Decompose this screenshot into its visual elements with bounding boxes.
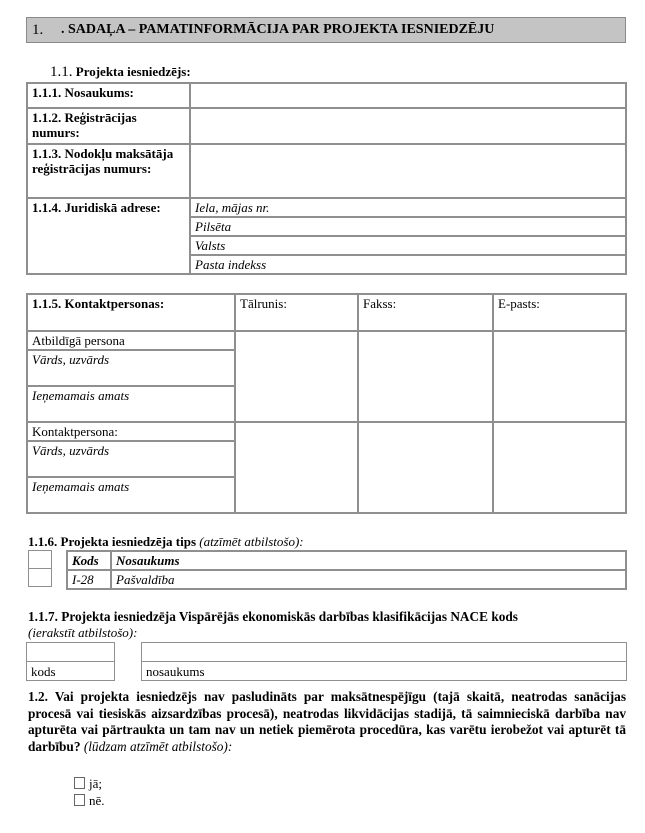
section-title: . SADAĻA – PAMATINFORMĀCIJA PAR PROJEKTA IESNIEDZĒJU	[61, 22, 495, 37]
nace-heading: 1.1.7. Projekta iesniedzēja Vispārējās ekonomiskās darbības klasifikācijas NACE kods	[28, 609, 518, 624]
contact-name-input[interactable]: Vārds, uzvārds	[27, 441, 235, 477]
checkbox-icon[interactable]	[74, 794, 85, 806]
type-code: I-28	[67, 570, 111, 589]
responsible-email-input[interactable]	[493, 331, 626, 422]
address-street[interactable]: Iela, mājas nr.	[190, 198, 626, 217]
contact-fax-input[interactable]	[358, 422, 493, 513]
nace-code-input[interactable]	[26, 642, 115, 662]
subsection-title: 1.1. Projekta iesniedzējs:	[50, 64, 191, 80]
address-postal[interactable]: Pasta indekss	[190, 255, 626, 274]
contacts-table	[26, 293, 627, 514]
option-no[interactable]: nē.	[74, 793, 105, 809]
reg-number-label: 1.1.2. Reģistrācijas numurs:	[27, 108, 190, 144]
applicant-type-heading: 1.1.6. Projekta iesniedzēja tips (atzīmēt atbilstošo):	[28, 534, 304, 549]
responsible-position-input[interactable]: Ieņemamais amats	[27, 386, 235, 422]
responsible-person-title: Atbildīgā persona	[27, 331, 235, 350]
section-header	[26, 17, 626, 43]
responsible-fax-input[interactable]	[358, 331, 493, 422]
contacts-label: 1.1.5. Kontaktpersonas:	[27, 294, 235, 331]
contact-person-title: Kontaktpersona:	[27, 422, 235, 441]
email-header: E-pasts:	[493, 294, 626, 331]
nace-code-label: kods	[26, 661, 115, 681]
address-label: 1.1.4. Juridiskā adrese:	[27, 198, 190, 274]
type-checkbox-i28[interactable]	[28, 568, 52, 587]
nace-name-input[interactable]	[141, 642, 627, 662]
section-number: 1.	[32, 22, 44, 38]
code-header: Kods	[67, 551, 111, 570]
option-yes[interactable]: jā;	[74, 776, 102, 792]
name-input[interactable]	[190, 83, 626, 108]
question-1-2: 1.2. Vai projekta iesniedzējs nav pasludināts par maksātnespējīgu (tajā skaitā, neatrodas sanācijas procesā vai tiesiskās aizsardzības procesā), neatrodas likvidācijas stadijā, tā saimnieciskā darbība nav apturēta vai pārtraukta un tam nav un netiek piemērota procedūra, kas varētu ierobežot vai apturēt tā darbību? (lūdzam atzīmēt atbilstošo):	[28, 689, 626, 754]
contact-phone-input[interactable]	[235, 422, 358, 513]
address-country[interactable]: Valsts	[190, 236, 626, 255]
responsible-phone-input[interactable]	[235, 331, 358, 422]
contact-email-input[interactable]	[493, 422, 626, 513]
phone-header: Tālrunis:	[235, 294, 358, 331]
type-name: Pašvaldība	[111, 570, 626, 589]
address-city[interactable]: Pilsēta	[190, 217, 626, 236]
responsible-name-input[interactable]: Vārds, uzvārds	[27, 350, 235, 386]
name-label: 1.1.1. Nosaukums:	[27, 83, 190, 108]
applicant-type-table	[66, 550, 627, 590]
fax-header: Fakss:	[358, 294, 493, 331]
applicant-table	[26, 82, 627, 275]
nace-hint: (ierakstīt atbilstošo):	[28, 625, 138, 640]
type-checkbox-header[interactable]	[28, 550, 52, 569]
tax-number-label: 1.1.3. Nodokļu maksātāja reģistrācijas numurs:	[27, 144, 190, 198]
reg-number-input[interactable]	[190, 108, 626, 144]
nace-name-label: nosaukums	[141, 661, 627, 681]
contact-position-input[interactable]: Ieņemamais amats	[27, 477, 235, 513]
checkbox-icon[interactable]	[74, 777, 85, 789]
name-header: Nosaukums	[111, 551, 626, 570]
tax-number-input[interactable]	[190, 144, 626, 198]
